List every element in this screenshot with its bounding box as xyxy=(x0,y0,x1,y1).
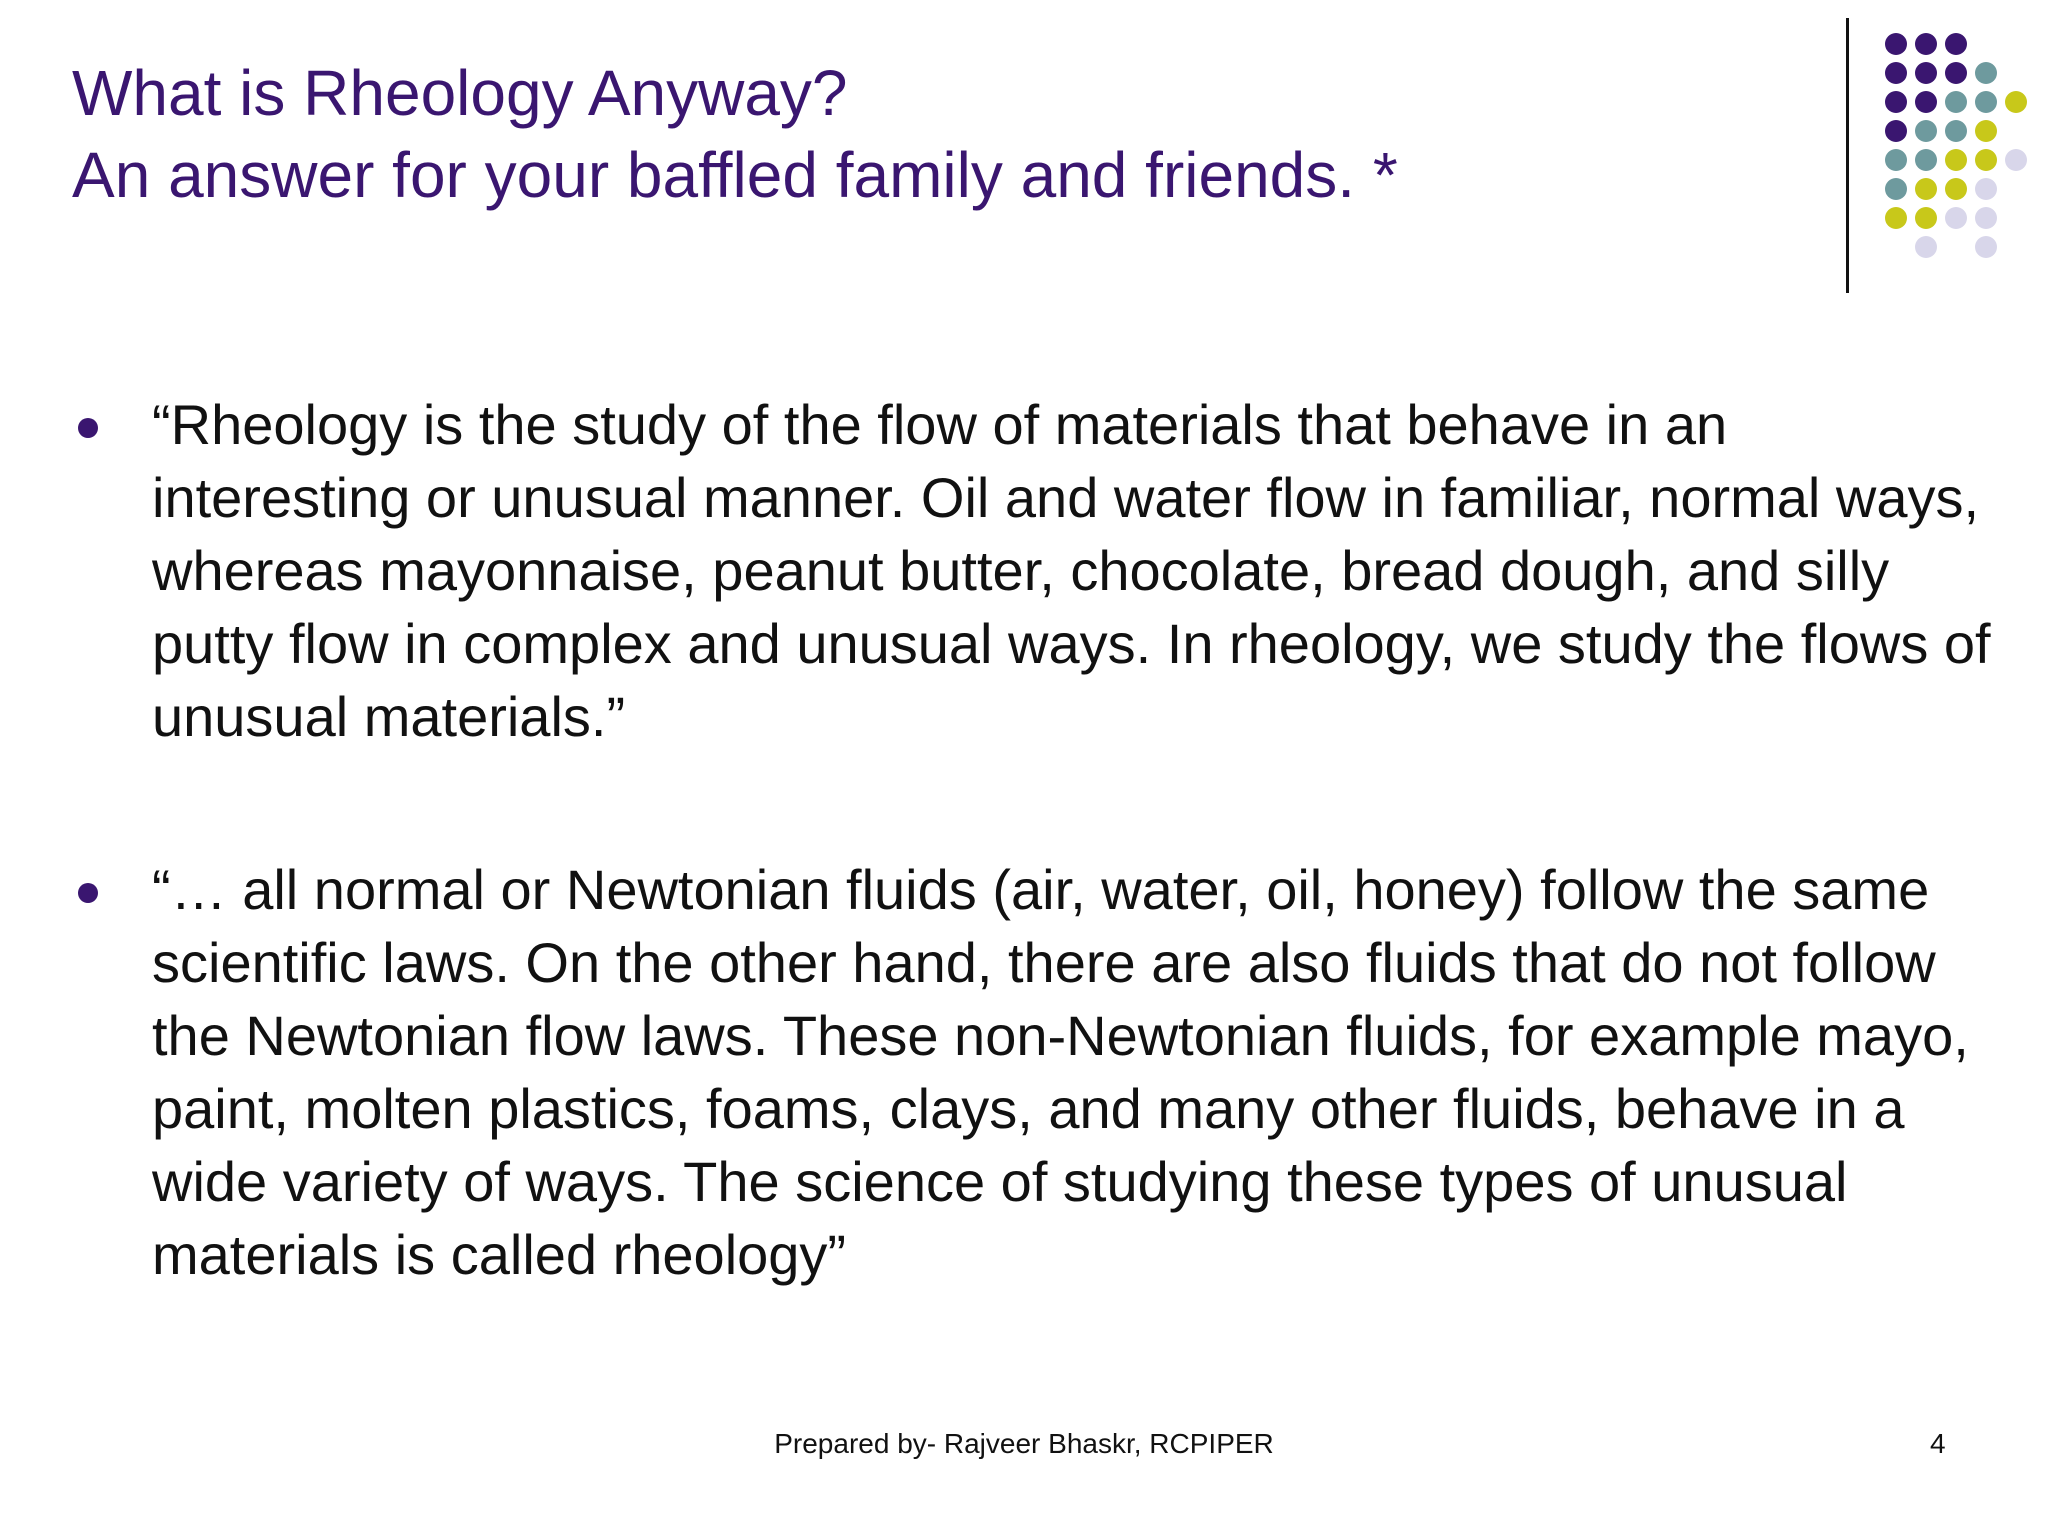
decorative-dot xyxy=(1945,91,1967,113)
bullet-text-1: “Rheology is the study of the flow of materials that behave in an interesting or unusual manner. Oil and water flow in familiar, normal ways, whereas mayonnaise, peanut butter, chocolate, bread dough, and silly putty flow in complex and unusual ways. In rheology, we study the flows of unusual materials.” xyxy=(152,393,1991,748)
bullet-dot-icon xyxy=(78,883,98,903)
decorative-dot xyxy=(1975,149,1997,171)
decorative-dot xyxy=(1915,236,1937,258)
decorative-dot xyxy=(1945,120,1967,142)
decorative-dot xyxy=(2005,91,2027,113)
bullet-dot-icon xyxy=(78,418,98,438)
decorative-dot xyxy=(1885,62,1907,84)
decorative-dot xyxy=(1885,178,1907,200)
decorative-dot xyxy=(1975,62,1997,84)
decorative-dot xyxy=(1915,62,1937,84)
decorative-dot xyxy=(1975,236,1997,258)
decorative-dot xyxy=(1885,149,1907,171)
decorative-dot xyxy=(1885,33,1907,55)
decorative-dot xyxy=(1975,120,1997,142)
decorative-dot xyxy=(1945,33,1967,55)
title-line-1: What is Rheology Anyway? xyxy=(72,57,848,129)
decorative-dot xyxy=(1945,149,1967,171)
decorative-dot xyxy=(1915,120,1937,142)
decorative-dot xyxy=(2005,149,2027,171)
bullet-item-2 xyxy=(72,853,1992,1291)
bullet-list xyxy=(72,388,1992,1391)
decorative-dot xyxy=(1975,207,1997,229)
decorative-dot xyxy=(1945,178,1967,200)
decorative-dot xyxy=(1885,207,1907,229)
decorative-dot xyxy=(1915,91,1937,113)
title-line-2: An answer for your baffled family and friends. * xyxy=(72,139,1398,211)
decorative-dot xyxy=(1945,207,1967,229)
decorative-dot xyxy=(1915,149,1937,171)
decorative-dot xyxy=(1975,178,1997,200)
bullet-text-2: “… all normal or Newtonian fluids (air, water, oil, honey) follow the same scientific laws. On the other hand, there are also fluids that do not follow the Newtonian flow laws. These non-Newtonian fluids, for example mayo, paint, molten plastics, foams, clays, and many other fluids, behave in a wide variety of ways. The science of studying these types of unusual materials is called rheology” xyxy=(152,858,1969,1286)
bullet-item-1 xyxy=(72,388,1992,753)
decorative-dot xyxy=(1915,178,1937,200)
footer-credit: Prepared by- Rajveer Bhaskr, RCPIPER xyxy=(774,1428,1274,1459)
page-number: 4 xyxy=(1930,1428,1946,1459)
decorative-dot xyxy=(1915,33,1937,55)
decorative-dot xyxy=(1945,62,1967,84)
title-divider-line xyxy=(1846,18,1849,293)
decorative-dot xyxy=(1885,91,1907,113)
slide-title xyxy=(72,52,1772,216)
decorative-dot xyxy=(1975,91,1997,113)
decorative-dot xyxy=(1885,120,1907,142)
decorative-dot xyxy=(1915,207,1937,229)
